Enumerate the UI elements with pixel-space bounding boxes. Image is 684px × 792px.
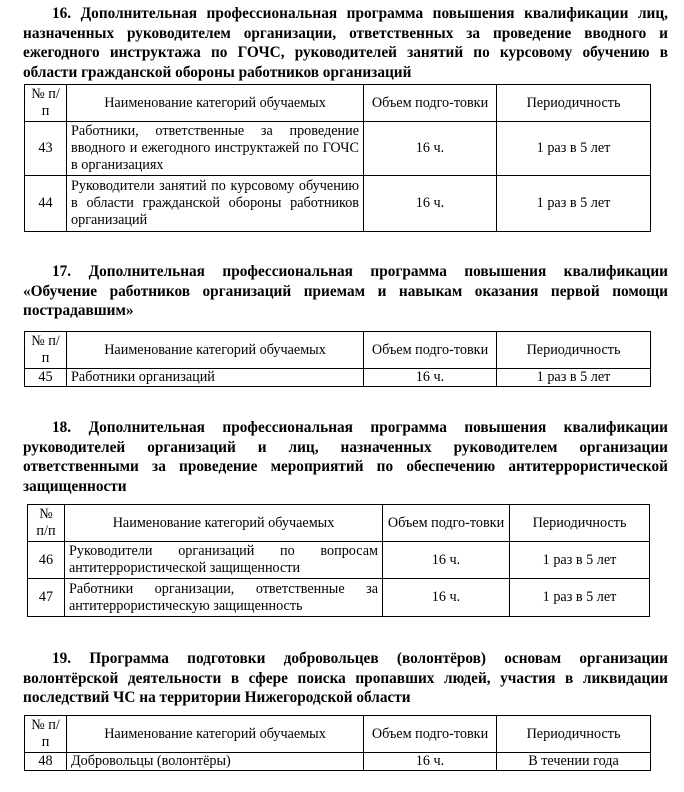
table-row: [28, 542, 650, 579]
header-period: Периодичность: [497, 332, 651, 369]
row-name: Работники организаций: [67, 369, 364, 387]
row-volume: 16 ч.: [364, 369, 497, 387]
header-num: № п/п: [28, 505, 65, 542]
row-num: 48: [25, 753, 67, 771]
section-16-table: [24, 84, 651, 232]
row-period: 1 раз в 5 лет: [510, 579, 650, 617]
row-num: 47: [28, 579, 65, 617]
header-volume: Объем подго-товки: [364, 332, 497, 369]
header-volume: Объем подго-товки: [383, 505, 510, 542]
row-period: 1 раз в 5 лет: [510, 542, 650, 579]
row-name: Работники организации, ответственные за антитеррористическую защищенность: [65, 579, 383, 617]
section-19-table: [24, 715, 651, 771]
table-header-row: [25, 332, 651, 369]
header-num: № п/п: [25, 716, 67, 753]
row-period: В течении года: [497, 753, 651, 771]
row-name: Работники, ответственные за проведение вводного и ежегодного инструктажей по ГОЧС в организациях: [67, 122, 364, 176]
row-name: Добровольцы (волонтёры): [67, 753, 364, 771]
header-name: Наименование категорий обучаемых: [67, 716, 364, 753]
table-header-row: [25, 716, 651, 753]
table-row: [28, 579, 650, 617]
header-volume: Объем подго-товки: [364, 85, 497, 122]
header-period: Периодичность: [510, 505, 650, 542]
row-name: Руководители занятий по курсовому обучению в области гражданской обороны работников организаций: [67, 176, 364, 232]
row-volume: 16 ч.: [383, 542, 510, 579]
header-num: № п/п: [25, 332, 67, 369]
row-num: 43: [25, 122, 67, 176]
section-17-table: [24, 331, 651, 387]
section-19-heading: 19. Программа подготовки добровольцев (волонтёров) основам организации волонтёрской деятельности в сфере поиска пропавших людей, участия в ликвидации последствий ЧС на территории Нижегородской области: [23, 650, 668, 706]
section-18-heading: 18. Дополнительная профессиональная программа повышения квалификации руководителей организаций и лиц, назначенных руководителем организации ответственными за проведение мероприятий по обеспечению антитеррористической защищенности: [23, 419, 668, 495]
section-17-heading: 17. Дополнительная профессиональная программа повышения квалификации «Обучение работников организаций приемам и навыкам оказания первой помощи пострадавшим»: [23, 263, 668, 319]
row-volume: 16 ч.: [364, 176, 497, 232]
header-name: Наименование категорий обучаемых: [65, 505, 383, 542]
table-row: [25, 122, 651, 176]
section-18-table: [27, 504, 650, 617]
table-row: [25, 369, 651, 387]
row-num: 46: [28, 542, 65, 579]
header-name: Наименование категорий обучаемых: [67, 85, 364, 122]
row-volume: 16 ч.: [364, 122, 497, 176]
row-period: 1 раз в 5 лет: [497, 122, 651, 176]
row-period: 1 раз в 5 лет: [497, 176, 651, 232]
table-row: [25, 176, 651, 232]
row-period: 1 раз в 5 лет: [497, 369, 651, 387]
row-volume: 16 ч.: [383, 579, 510, 617]
table-header-row: [28, 505, 650, 542]
row-volume: 16 ч.: [364, 753, 497, 771]
header-name: Наименование категорий обучаемых: [67, 332, 364, 369]
table-row: [25, 753, 651, 771]
row-num: 45: [25, 369, 67, 387]
section-16-heading: 16. Дополнительная профессиональная программа повышения квалификации лиц, назначенных руководителем организации, ответственных за проведение вводного и ежегодного инструктажа по ГОЧС, руководителей занятий по курсовому обучению в области гражданской обороны работников организаций: [23, 5, 668, 81]
row-num: 44: [25, 176, 67, 232]
header-period: Периодичность: [497, 716, 651, 753]
table-header-row: [25, 85, 651, 122]
row-name: Руководители организаций по вопросам антитеррористической защищенности: [65, 542, 383, 579]
header-volume: Объем подго-товки: [364, 716, 497, 753]
header-period: Периодичность: [497, 85, 651, 122]
header-num: № п/п: [25, 85, 67, 122]
